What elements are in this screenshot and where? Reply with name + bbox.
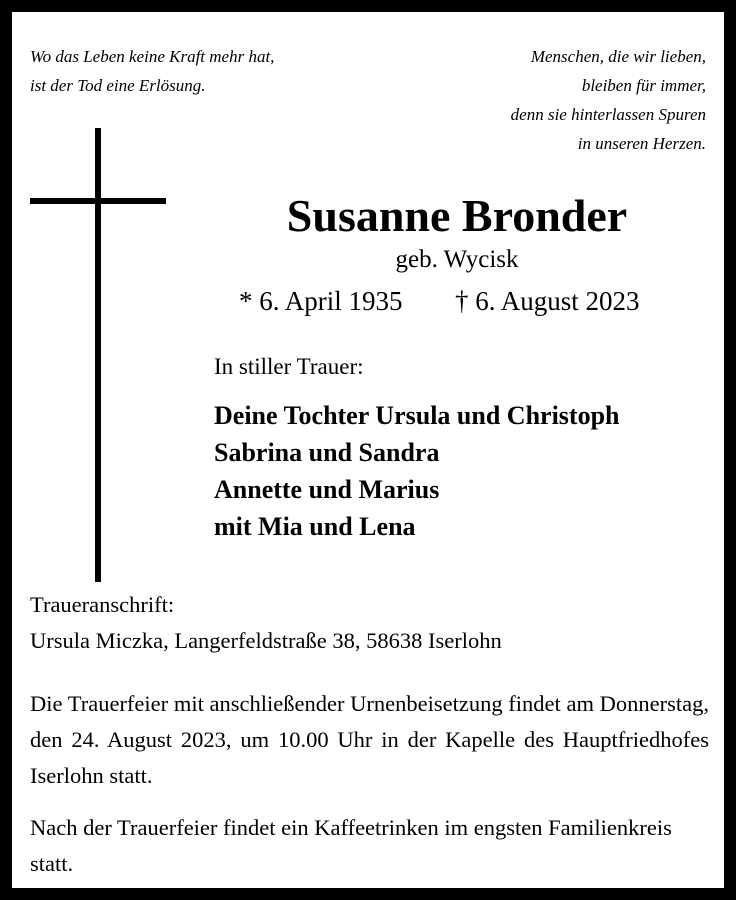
death-date: † 6. August 2023: [455, 286, 640, 316]
quote-left-line: Wo das Leben keine Kraft mehr hat,: [30, 47, 275, 66]
mourner-line: Sabrina und Sandra: [214, 438, 440, 467]
deceased-name: Susanne Bronder: [286, 190, 628, 241]
quote-right-line: Menschen, die wir lieben,: [530, 47, 706, 66]
address-value: Ursula Miczka, Langerfeldstraße 38, 58638 Iserlohn: [30, 628, 502, 653]
cross-icon-horizontal-bar: [30, 198, 166, 204]
quote-right-line: denn sie hinterlassen Spuren: [510, 105, 706, 124]
birth-name: geb. Wycisk: [395, 246, 519, 273]
ceremony-paragraph: Die Trauerfeier mit anschließender Urnenbeisetzung findet am Donnerstag, den 24. August 2023, um 10.00 Uhr in der Kapelle des Hauptfriedhofes Iserlohn statt.: [30, 691, 709, 788]
quote-left-line: ist der Tod eine Erlösung.: [30, 76, 206, 95]
quote-right-line: in unseren Herzen.: [577, 134, 706, 153]
mourner-line: Annette und Marius: [214, 475, 440, 504]
coffee-paragraph: Nach der Trauerfeier findet ein Kaffeetrinken im engsten Familienkreis statt.: [30, 815, 672, 876]
mourning-intro: In stiller Trauer:: [214, 354, 364, 379]
quote-left: [30, 42, 274, 100]
mourning-address: [30, 587, 709, 659]
cross-icon-vertical-bar: [95, 128, 101, 582]
address-label: Traueranschrift:: [30, 592, 175, 617]
mourner-line: Deine Tochter Ursula und Christoph: [214, 401, 620, 430]
mourners-list: [214, 397, 620, 545]
birth-date: * 6. April 1935: [239, 286, 403, 316]
quote-right: [511, 42, 706, 158]
quote-right-line: bleiben für immer,: [581, 76, 706, 95]
mourner-line: mit Mia und Lena: [214, 512, 416, 541]
